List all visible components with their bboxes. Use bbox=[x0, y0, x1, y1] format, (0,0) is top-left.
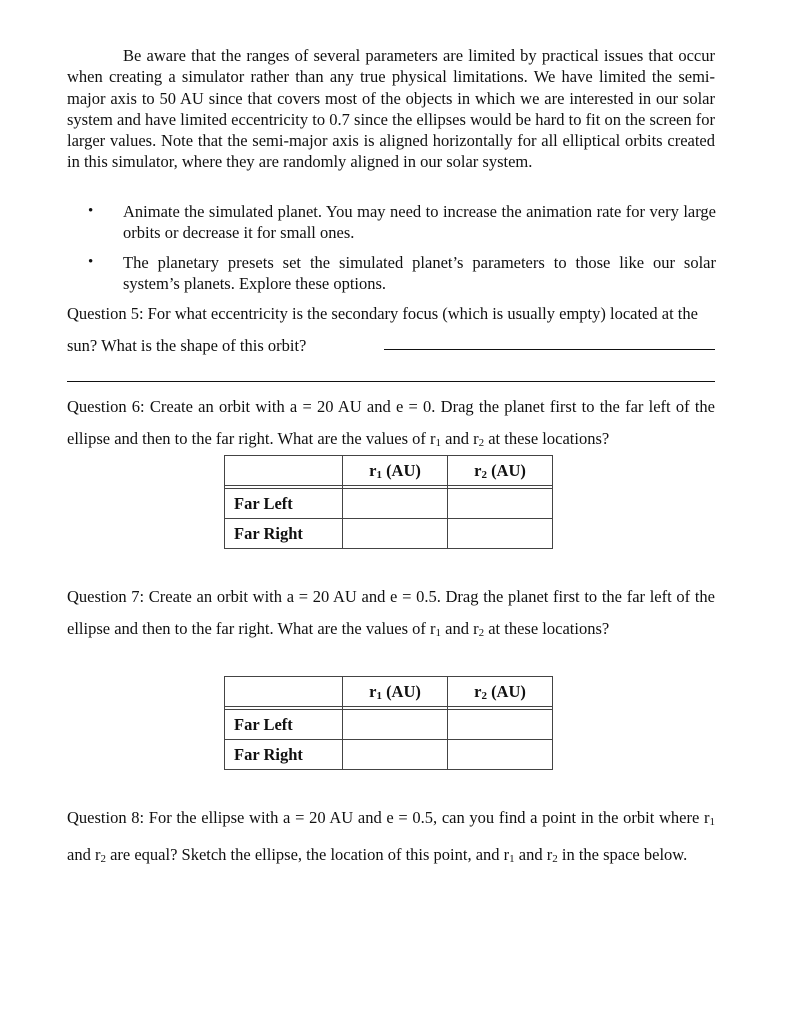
q6-text-after: at these locations? bbox=[484, 428, 610, 448]
answer-line-q5-a[interactable] bbox=[384, 349, 715, 350]
col-header-r2: $r_2$ (AU) bbox=[448, 677, 553, 707]
q7-text-after: at these locations? bbox=[484, 618, 610, 638]
table-row bbox=[225, 489, 553, 519]
table-corner-cell bbox=[225, 456, 343, 486]
q6-text-before: Question 6: Create an orbit with a = 20 AU and e = 0. Drag the planet first to the far left of the ellipse and then to the far right. What are the values of r bbox=[67, 397, 715, 448]
question-5: Question 5: For what eccentricity is the secondary focus (which is usually empty) located at the sun? What is the shape of this orbit? bbox=[67, 304, 698, 355]
bullet-item-presets bbox=[88, 252, 716, 296]
row-label-far-right: Far Right bbox=[225, 740, 343, 770]
bullet-text: The planetary presets set the simulated planet’s parameters to those like our solar system’s planets. Explore these options. bbox=[123, 253, 716, 294]
table-row bbox=[225, 519, 553, 549]
intro-paragraph: Be aware that the ranges of several parameters are limited by practical issues that occur when creating a simulator rather than any true physical limitations. We have limited the semi-major axis to 50 AU since that covers most of the objects in which we are interested in our solar system and have limited eccentricity to 0.7 since the ellipses would be hard to fit on the screen for larger values. Note that the semi-major axis is aligned horizontally for all elliptical orbits created in this simulator, where they are randomly aligned in our solar system. bbox=[67, 46, 715, 172]
table-header-row bbox=[225, 456, 553, 486]
col-header-r1: $r_1$ (AU) bbox=[343, 456, 448, 486]
question-8 bbox=[67, 802, 715, 875]
q8-sub-3: 1 bbox=[509, 852, 515, 865]
question-6 bbox=[67, 391, 715, 459]
q8-sub-4: 2 bbox=[552, 852, 558, 865]
answer-cell-far-left-r2[interactable] bbox=[448, 489, 553, 519]
table-row bbox=[225, 740, 553, 770]
q7-answer-table bbox=[224, 676, 553, 770]
q6-sub-1: 1 bbox=[435, 436, 442, 449]
q8-sub-1: 1 bbox=[709, 816, 715, 828]
bullet-item-animate bbox=[88, 201, 716, 245]
answer-line-q5-b[interactable] bbox=[67, 381, 715, 382]
q6-text-mid: and r bbox=[441, 428, 479, 448]
answer-cell-far-right-r2[interactable] bbox=[448, 519, 553, 549]
q8-text-c: are equal? Sketch the ellipse, the location of this point, and r bbox=[105, 844, 510, 864]
row-label-far-right: Far Right bbox=[225, 519, 343, 549]
q7-text-before: Question 7: Create an orbit with a = 20 AU and e = 0.5. Drag the planet first to the far left of the ellipse and then to the far right. What are the values of r bbox=[67, 587, 715, 638]
answer-cell-far-left-r1[interactable] bbox=[343, 710, 448, 740]
col-header-r2: $r_2$ (AU) bbox=[448, 456, 553, 486]
q8-text-a: Question 8: For the ellipse with a = 20 AU and e = 0.5, can you find a point in the orbit where r bbox=[67, 808, 710, 827]
q7-text-mid: and r bbox=[441, 618, 479, 638]
answer-cell-far-right-r2[interactable] bbox=[448, 740, 553, 770]
bullet-dot-icon: • bbox=[88, 203, 94, 219]
q7-sub-1: 1 bbox=[435, 626, 442, 639]
sketch-space[interactable] bbox=[67, 900, 715, 1010]
q8-text-e: in the space below. bbox=[557, 844, 688, 864]
answer-cell-far-left-r2[interactable] bbox=[448, 710, 553, 740]
q8-sub-2: 2 bbox=[100, 852, 106, 865]
answer-cell-far-right-r1[interactable] bbox=[343, 740, 448, 770]
q7-sub-2: 2 bbox=[478, 626, 485, 639]
row-label-far-left: Far Left bbox=[225, 489, 343, 519]
bullet-text: Animate the simulated planet. You may need to increase the animation rate for very large orbits or decrease it for small ones. bbox=[123, 202, 716, 243]
q8-text-b: and r bbox=[67, 844, 101, 864]
table-corner-cell bbox=[225, 677, 343, 707]
answer-cell-far-left-r1[interactable] bbox=[343, 489, 448, 519]
bullet-dot-icon: • bbox=[88, 254, 94, 270]
col-header-r1: $r_1$ (AU) bbox=[343, 677, 448, 707]
q6-sub-2: 2 bbox=[478, 436, 485, 449]
q6-answer-table bbox=[224, 455, 553, 549]
answer-cell-far-right-r1[interactable] bbox=[343, 519, 448, 549]
row-label-far-left: Far Left bbox=[225, 710, 343, 740]
question-7 bbox=[67, 581, 715, 649]
table-row bbox=[225, 710, 553, 740]
table-header-row bbox=[225, 677, 553, 707]
q8-text-d: and r bbox=[514, 844, 553, 864]
